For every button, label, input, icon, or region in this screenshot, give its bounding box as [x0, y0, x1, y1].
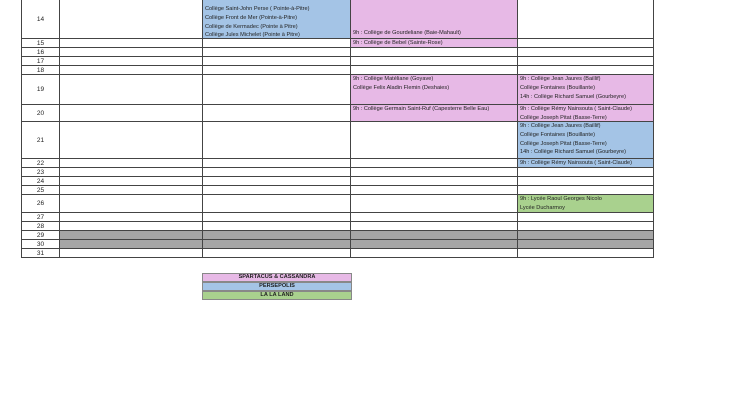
cell-text-line: Collège Felix Aladin Flemin (Deshaies)	[353, 84, 450, 91]
col3-cell	[351, 75, 518, 104]
cell-text-line: 9h : Collège de Gourdeliane (Baie-Mahault)	[353, 30, 461, 37]
day-cell: 21	[21, 122, 60, 158]
col3-cell	[351, 249, 518, 257]
day-cell: 26	[21, 195, 60, 212]
col4-cell	[518, 122, 654, 158]
col3-cell	[351, 186, 518, 194]
col4-cell	[518, 231, 654, 239]
col2-cell	[203, 177, 351, 185]
table-row	[21, 231, 654, 240]
col3-cell	[351, 48, 518, 56]
col4-cell	[518, 66, 654, 74]
col3-cell	[351, 66, 518, 74]
cell-text-line: Collège Front de Mer (Pointe-à-Pitre)	[205, 14, 298, 21]
col4-cell	[518, 159, 654, 167]
day-cell: 20	[21, 105, 60, 121]
table-row	[21, 213, 654, 222]
day-cell: 17	[21, 57, 60, 65]
col3-cell	[351, 39, 518, 47]
col4-cell	[518, 39, 654, 47]
col2-cell	[203, 122, 351, 158]
table-row	[21, 0, 654, 39]
col1-cell	[60, 0, 203, 38]
col1-cell	[60, 231, 203, 239]
table-row	[21, 57, 654, 66]
cell-text-line: 9h : Collège Rémy Nainsouta ( Saint-Claude)	[520, 106, 632, 112]
col1-cell	[60, 186, 203, 194]
col2-cell	[203, 159, 351, 167]
col1-cell	[60, 122, 203, 158]
day-cell: 24	[21, 177, 60, 185]
col3-cell	[351, 159, 518, 167]
cell-text-line: 9h : Lycée Raoul Georges Nicolo	[520, 196, 602, 202]
col4-cell	[518, 105, 654, 121]
col4-cell	[518, 177, 654, 185]
day-cell: 15	[21, 39, 60, 47]
table-row	[21, 66, 654, 75]
table-row	[21, 186, 654, 195]
cell-text-line: 9h : Collège Jean Jaures (Baillif)	[520, 123, 601, 129]
table-row	[21, 177, 654, 186]
day-cell: 25	[21, 186, 60, 194]
col2-cell	[203, 240, 351, 248]
col1-cell	[60, 222, 203, 230]
col3-cell	[351, 231, 518, 239]
col2-cell	[203, 105, 351, 121]
col1-cell	[60, 57, 203, 65]
day-cell: 23	[21, 168, 60, 176]
col4-cell	[518, 240, 654, 248]
day-cell: 19	[21, 75, 60, 104]
col1-cell	[60, 48, 203, 56]
col2-cell	[203, 75, 351, 104]
cell-text-line	[351, 20, 517, 29]
col3-cell	[351, 240, 518, 248]
col2-cell	[203, 186, 351, 194]
table-row	[21, 75, 654, 105]
cell-text-line: Collège Fontaines (Bouillante)	[520, 131, 595, 138]
cell-text-line	[351, 12, 517, 21]
col2-cell	[203, 0, 351, 38]
col2-cell	[203, 222, 351, 230]
col4-cell	[518, 213, 654, 221]
col1-cell	[60, 105, 203, 121]
cell-text-line: Collège de Kermadec (Pointe à Pitre)	[205, 23, 298, 30]
cell-text-line: Collège Fontaines (Bouillante)	[520, 84, 595, 91]
col1-cell	[60, 177, 203, 185]
day-cell: 31	[21, 249, 60, 257]
col2-cell	[203, 66, 351, 74]
col3-cell	[351, 195, 518, 212]
col1-cell	[60, 159, 203, 167]
col1-cell	[60, 39, 203, 47]
cell-text-line: 9h : Collège Germain Saint-Ruf (Capesterre Belle Eau)	[353, 106, 490, 112]
cell-text-line: 14h : Collège Richard Samuel (Gourbeyre)	[520, 93, 627, 100]
col4-cell	[518, 195, 654, 212]
table-row	[21, 48, 654, 57]
legend-item: SPARTACUS & CASSANDRA	[202, 273, 352, 282]
col2-cell	[203, 195, 351, 212]
legend-item: LA LA LAND	[202, 291, 352, 300]
col1-cell	[60, 168, 203, 176]
cell-text-line: 9h : Collège Rémy Nainsouta ( Saint-Claude)	[520, 160, 632, 166]
col4-cell	[518, 186, 654, 194]
table-row	[21, 39, 654, 48]
cell-text-line: Collège Joseph Pitat (Basse-Terre)	[520, 114, 607, 121]
day-cell: 14	[21, 0, 60, 38]
col4-cell	[518, 48, 654, 56]
col3-cell	[351, 213, 518, 221]
col4-cell	[518, 222, 654, 230]
col1-cell	[60, 213, 203, 221]
table-row	[21, 195, 654, 213]
cell-text-line: 9h : Collège de Bebel (Sainte-Rose)	[353, 40, 443, 46]
cell-text-line: 9h : Collège Matéliane (Goyave)	[353, 76, 434, 82]
cell-text-line: Collège Jules Michelet (Pointe à Pitre)	[205, 32, 300, 38]
table-row	[21, 122, 654, 159]
table-row	[21, 159, 654, 168]
day-cell: 27	[21, 213, 60, 221]
col1-cell	[60, 195, 203, 212]
table-row	[21, 105, 654, 122]
day-cell: 16	[21, 48, 60, 56]
cell-text-line: 9h : Collège Jean Jaures (Baillif)	[520, 76, 601, 82]
col2-cell	[203, 48, 351, 56]
day-cell: 18	[21, 66, 60, 74]
col1-cell	[60, 75, 203, 104]
cell-text-line	[351, 3, 517, 12]
cell-text-line: Collège Joseph Pitat (Basse-Terre)	[520, 140, 607, 147]
table-row	[21, 249, 654, 258]
col2-cell	[203, 213, 351, 221]
table-row	[21, 240, 654, 249]
col3-cell	[351, 0, 518, 38]
col2-cell	[203, 249, 351, 257]
col2-cell	[203, 39, 351, 47]
table-row	[21, 168, 654, 177]
table-row	[21, 222, 654, 231]
cell-text-line: Lycée Ducharmoy	[520, 204, 565, 211]
col3-cell	[351, 222, 518, 230]
day-cell: 30	[21, 240, 60, 248]
col1-cell	[60, 249, 203, 257]
col2-cell	[203, 168, 351, 176]
col4-cell	[518, 57, 654, 65]
col3-cell	[351, 168, 518, 176]
day-cell: 28	[21, 222, 60, 230]
col2-cell	[203, 231, 351, 239]
cell-text-line: 14h : Collège Richard Samuel (Gourbeyre)	[520, 149, 627, 156]
col3-cell	[351, 177, 518, 185]
day-cell: 22	[21, 159, 60, 167]
col4-cell	[518, 75, 654, 104]
col3-cell	[351, 105, 518, 121]
col3-cell	[351, 57, 518, 65]
col1-cell	[60, 66, 203, 74]
cell-text-line: Collège Saint-John Perse ( Pointe-à-Pitre)	[205, 6, 310, 12]
col3-cell	[351, 122, 518, 158]
col1-cell	[60, 240, 203, 248]
col4-cell	[518, 168, 654, 176]
col2-cell	[203, 57, 351, 65]
col4-cell	[518, 249, 654, 257]
day-cell: 29	[21, 231, 60, 239]
legend-item: PERSEPOLIS	[202, 282, 352, 291]
col4-cell	[518, 0, 654, 38]
